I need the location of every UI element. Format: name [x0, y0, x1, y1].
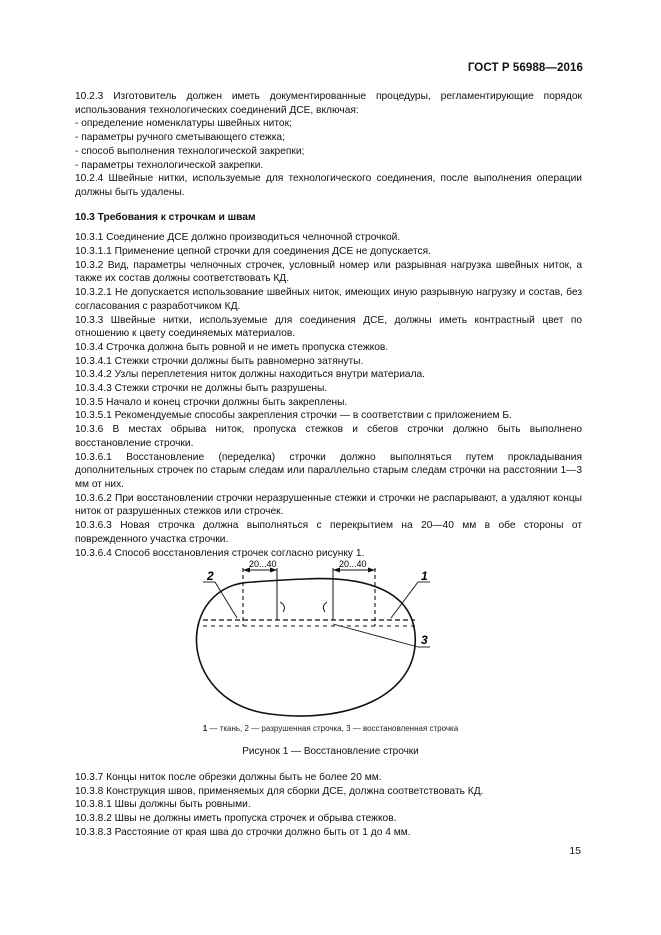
paragraph: 10.3.4.1 Стежки строчки должны быть равномерно затянуты. — [75, 355, 364, 367]
list-item: - определение номенклатуры швейных ниток; — [75, 118, 292, 130]
paragraph: 10.3.3 Швейные нитки, используемые для соединения ДСЕ, должны иметь контрастный цвет по отношению к цвету соединяемых материалов. — [75, 314, 582, 340]
paragraph: 10.3.5.1 Рекомендуемые способы закрепления строчки — в соответствии с приложением Б. — [75, 410, 512, 422]
label-1: 1 — [421, 569, 428, 583]
figure-legend — [0, 724, 661, 733]
paragraph: 10.3.2.1 Не допускается использование швейных ниток, имеющих иную разрывную нагрузку и состав, без согласования с разработчиком КД. — [75, 287, 582, 312]
section-title: 10.3 Требования к строчкам и швам — [75, 211, 256, 223]
figure-caption: Рисунок 1 — Восстановление строчки — [242, 746, 419, 757]
paragraph: 10.3.8.3 Расстояние от края шва до строчки должно быть от 1 до 4 мм. — [75, 826, 411, 838]
paragraph: 10.3.6.1 Восстановление (переделка) строчки должно выполняться путем прокладывания дополнительных строчек по старым следам или параллельно старым следам строчки на расстоянии 1—3 мм от них. — [75, 451, 582, 490]
legend-text: — ткань, 2 — разрушенная строчка, 3 — восстановленная строчка — [207, 724, 459, 733]
body-text-upper — [75, 90, 582, 560]
fabric-outline — [196, 579, 415, 716]
paragraph: 10.3.4 Строчка должна быть ровной и не иметь пропуска стежков. — [75, 341, 389, 353]
paragraph: 10.3.7 Концы ниток после обрезки должны быть не более 20 мм. — [75, 772, 382, 783]
paragraph: 10.2.3 Изготовитель должен иметь документированные процедуры, регламентирующие порядок использования технологических соединений ДСЕ, включая: — [75, 91, 582, 116]
paragraph: 10.3.2 Вид, параметры челночных строчек, условный номер или разрывная нагрузка швейных ниток, а также их состав должны соответствовать КД. — [75, 259, 582, 285]
legend-number: 1 — [202, 724, 208, 733]
label-2: 2 — [207, 569, 214, 583]
paragraph: 10.3.6.3 Новая строчка должна выполняться с перекрытием на 20—40 мм в обе стороны от поврежденного участка строчки. — [75, 520, 582, 545]
label-3: 3 — [421, 633, 428, 647]
paragraph: 10.3.8.1 Швы должны быть ровными. — [75, 799, 251, 811]
paragraph: 10.3.4.3 Стежки строчки не должны быть разрушены. — [75, 383, 328, 395]
stitch-restoration-figure — [75, 552, 582, 742]
dimension-left: 20...40 — [249, 559, 277, 569]
standard-header: ГОСТ Р 56988—2016 — [467, 62, 583, 74]
paragraph: 10.3.8 Конструкция швов, применяемых для сборки ДСЕ, должна соответствовать КД. — [75, 785, 484, 797]
dimension-right: 20...40 — [339, 559, 367, 569]
paragraph: 10.2.4 Швейные нитки, используемые для технологического соединения, после выполнения операции должны быть удалены. — [75, 173, 582, 198]
paragraph: 10.3.6.2 При восстановлении строчки неразрушенные стежки и строчки не распарывают, а удаляют концы ниток от разрушенных стежков или строчек. — [75, 492, 582, 518]
paragraph: 10.3.8.2 Швы не должны иметь пропуска строчек и обрыва стежков. — [75, 813, 397, 825]
paragraph: 10.3.6.4 Способ восстановления строчек согласно рисунку 1. — [75, 547, 365, 559]
paragraph: 10.3.6 В местах обрыва ниток, пропуска стежков и сбегов строчки должно быть выполнено восстановление строчки. — [75, 424, 582, 449]
paragraph: 10.3.5 Начало и конец строчки должны быть закреплены. — [75, 396, 348, 408]
paragraph: 10.3.1 Соединение ДСЕ должно производиться челночной строчкой. — [75, 232, 401, 244]
list-item: - параметры технологической закрепки. — [75, 159, 264, 171]
page-number: 15 — [569, 845, 581, 857]
paragraph: 10.3.1.1 Применение цепной строчки для соединения ДСЕ не допускается. — [75, 246, 431, 258]
body-text-lower — [75, 771, 582, 840]
list-item: - способ выполнения технологической закрепки; — [75, 145, 305, 157]
list-item: - параметры ручного сметывающего стежка; — [75, 132, 285, 144]
paragraph: 10.3.4.2 Узлы переплетения ниток должны находиться внутри материала. — [75, 369, 426, 381]
